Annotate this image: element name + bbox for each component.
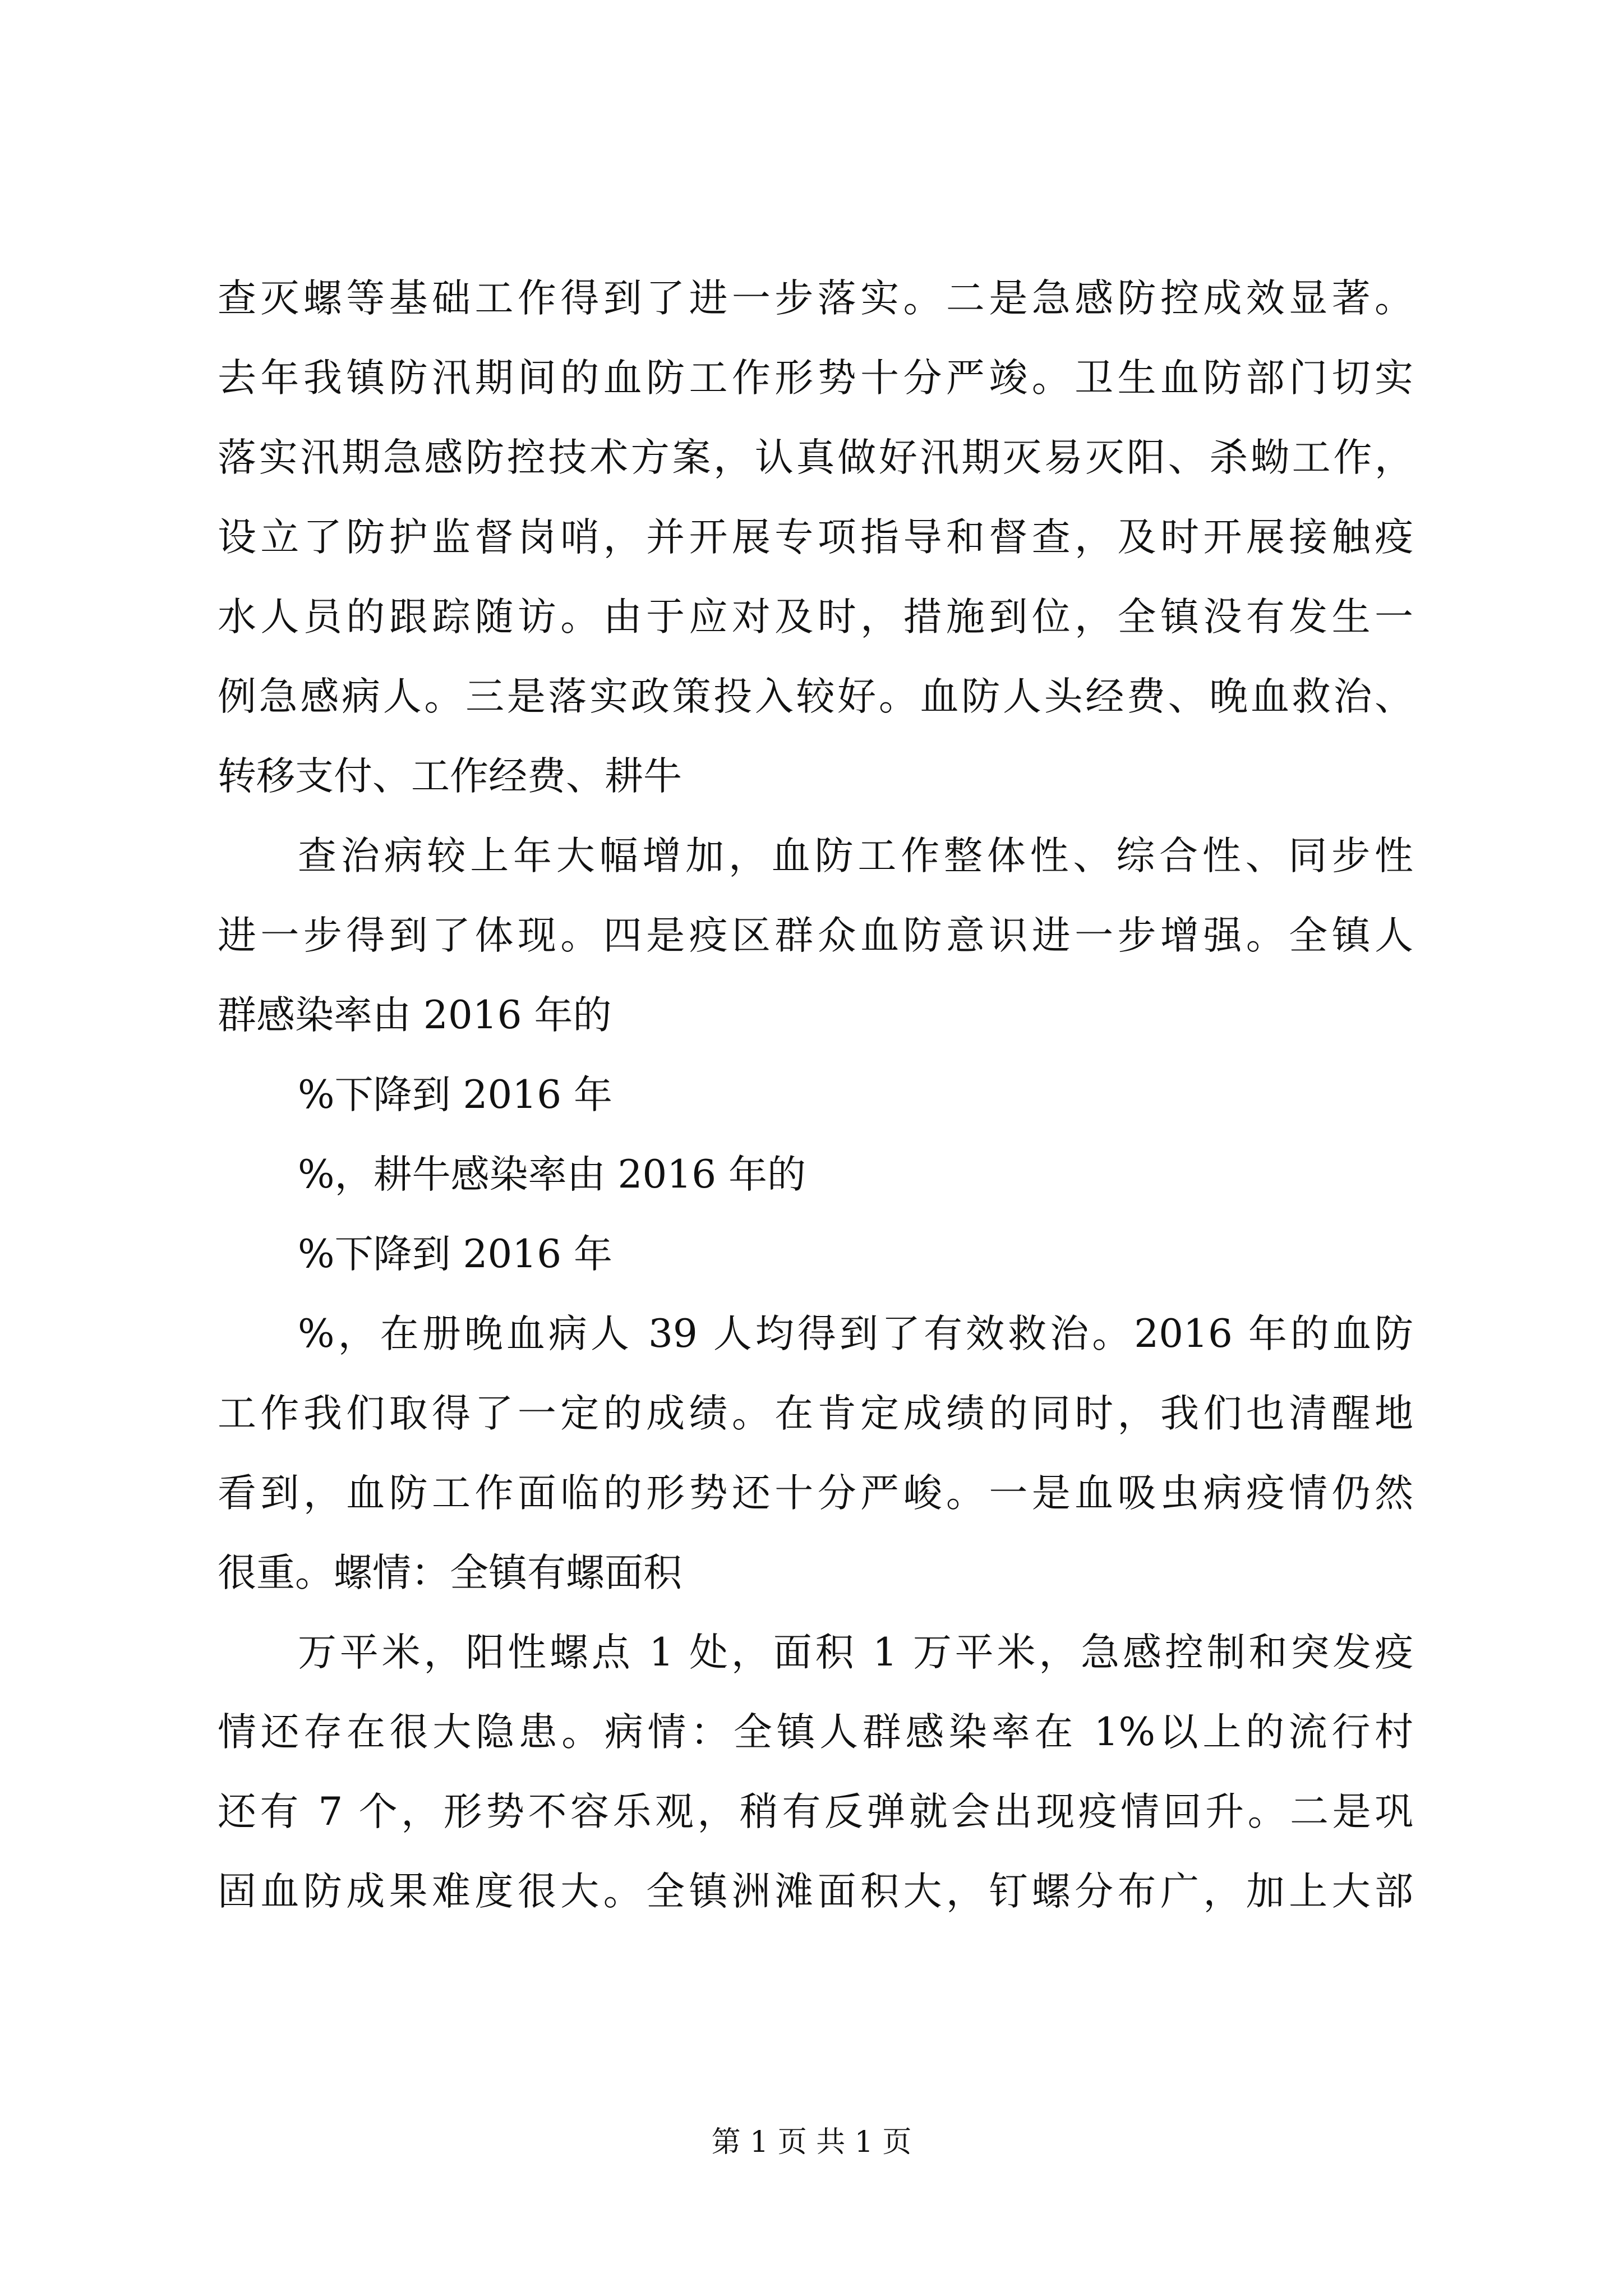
text-line: 还有 7 个，形势不容乐观，稍有反弹就会出现疫情回升。二是巩 bbox=[218, 1789, 1413, 1834]
text-line: 万平米，阳性螺点 1 处，面积 1 万平米，急感控制和突发疫 bbox=[298, 1630, 1413, 1675]
text-line: 固血防成果难度很大。全镇洲滩面积大，钉螺分布广，加上大部 bbox=[218, 1869, 1413, 1914]
text-line: 落实汛期急感防控技术方案，认真做好汛期灭易灭阳、杀蚴工作， bbox=[218, 435, 1413, 480]
text-line: %下降到 2016 年 bbox=[298, 1232, 613, 1277]
text-line: 水人员的跟踪随访。由于应对及时，措施到位，全镇没有发生一 bbox=[218, 595, 1413, 639]
page-number-footer: 第 1 页 共 1 页 bbox=[711, 2125, 912, 2159]
text-line: %，在册晚血病人 39 人均得到了有效救治。2016 年的血防 bbox=[298, 1312, 1413, 1356]
text-line: 设立了防护监督岗哨，并开展专项指导和督查，及时开展接触疫 bbox=[218, 515, 1413, 560]
text-line: 查灭螺等基础工作得到了进一步落实。二是急感防控成效显著。 bbox=[218, 276, 1413, 321]
text-line: 群感染率由 2016 年的 bbox=[218, 993, 612, 1038]
text-line: 进一步得到了体现。四是疫区群众血防意识进一步增强。全镇人 bbox=[218, 913, 1413, 958]
text-line: 例急感病人。三是落实政策投入较好。血防人头经费、晚血救治、 bbox=[218, 674, 1413, 719]
text-line: %，耕牛感染率由 2016 年的 bbox=[298, 1152, 806, 1197]
text-line: %下降到 2016 年 bbox=[298, 1073, 613, 1117]
text-line: 很重。螺情：全镇有螺面积 bbox=[218, 1550, 682, 1595]
text-line: 转移支付、工作经费、耕牛 bbox=[218, 754, 682, 799]
text-line: 查治病较上年大幅增加，血防工作整体性、综合性、同步性 bbox=[298, 834, 1413, 878]
text-line: 工作我们取得了一定的成绩。在肯定成绩的同时，我们也清醒地 bbox=[218, 1391, 1413, 1436]
text-line: 看到，血防工作面临的形势还十分严峻。一是血吸虫病疫情仍然 bbox=[218, 1471, 1413, 1516]
text-line: 情还存在很大隐患。病情：全镇人群感染率在 1%以上的流行村 bbox=[218, 1710, 1413, 1755]
text-line: 去年我镇防汛期间的血防工作形势十分严竣。卫生血防部门切实 bbox=[218, 356, 1413, 401]
